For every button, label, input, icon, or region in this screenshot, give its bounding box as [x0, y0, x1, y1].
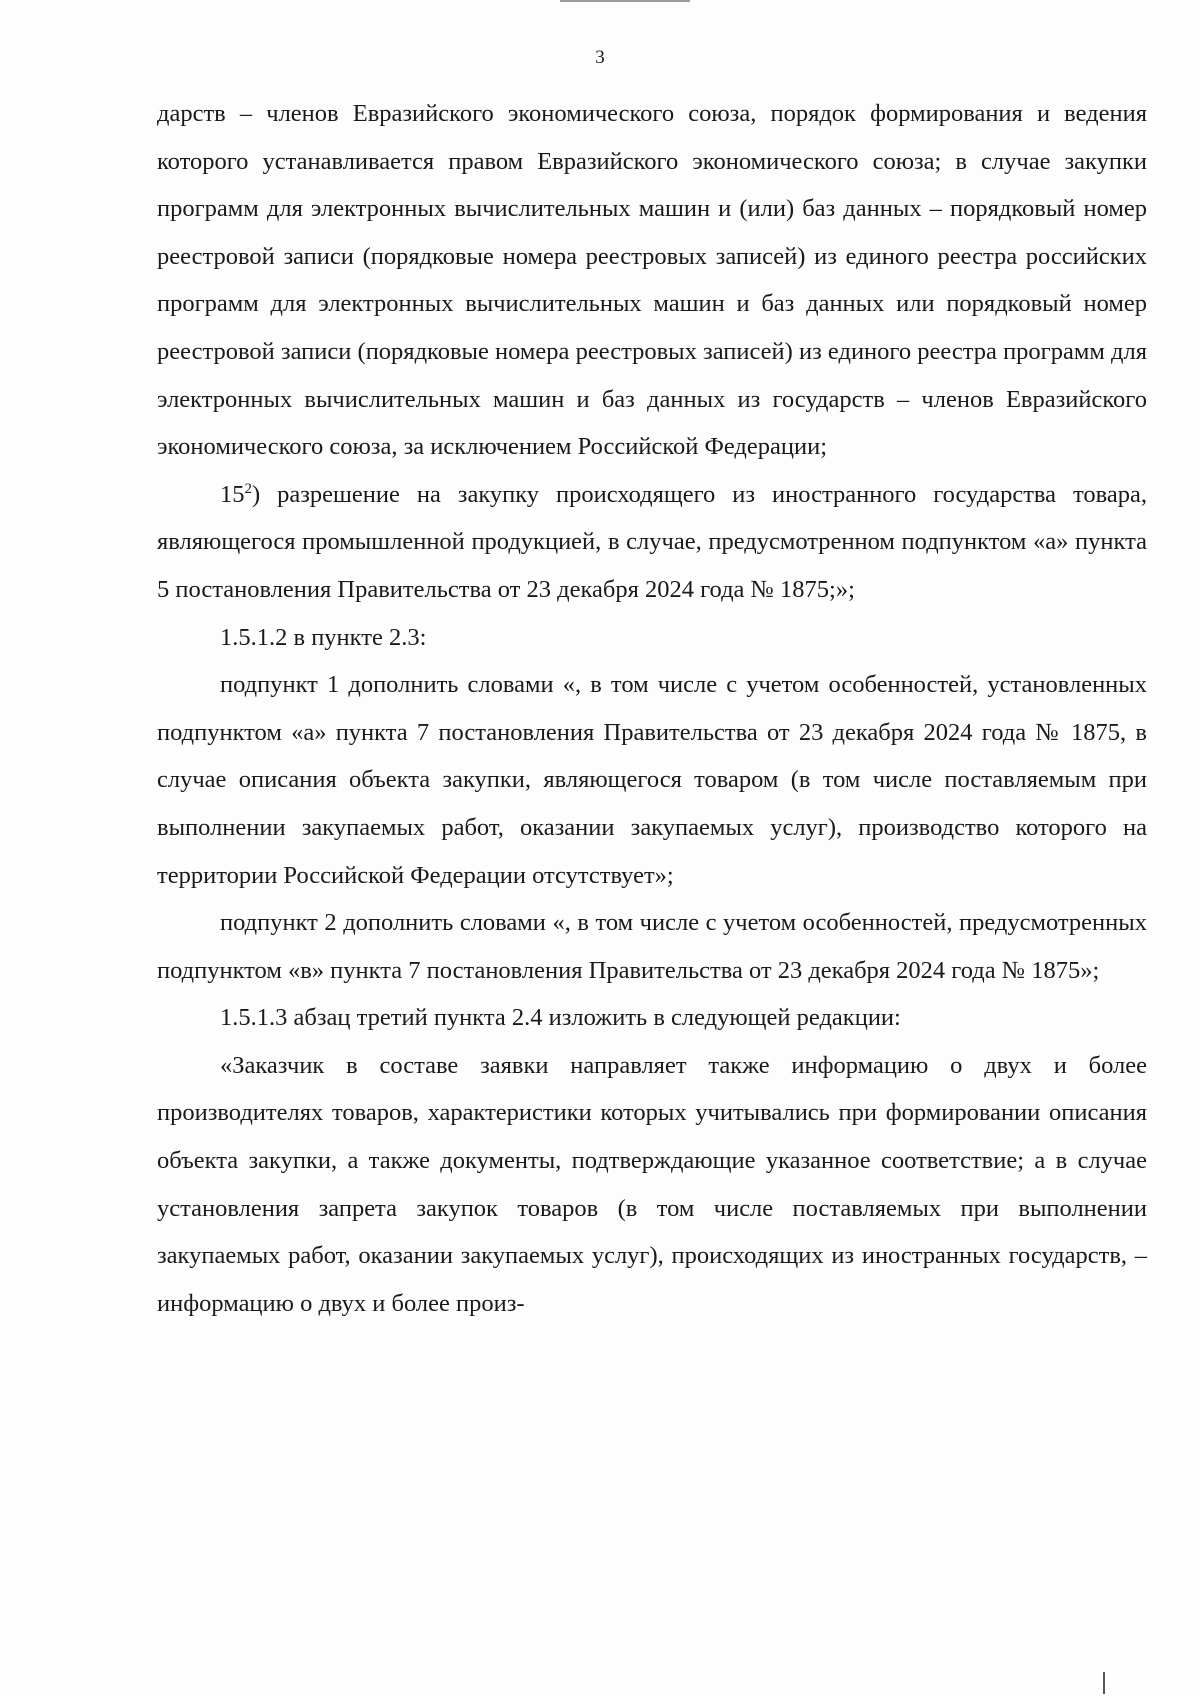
item-superscript: 2 — [244, 480, 252, 497]
paragraph-quoted-text: «Заказчик в составе заявки направляет также информацию о двух и более производителях товаров, характеристики которых учитывались при формировании описания объекта закупки, а также документы, подтверждающие указанное соответствие; а в случае установления запрета закупок товаров (в том числе поставляемых при выполнении закупаемых работ, оказании закупаемых услуг), происходящих из иностранных государств, – информацию о двух и более произ- — [157, 1051, 1147, 1317]
scan-artifact-top — [560, 0, 690, 2]
scan-artifact-bottom-right — [1103, 1672, 1105, 1694]
item-text: ) разрешение на закупку происходящего из иностранного государства товара, являющегося промышленной продукцией, в случае, предусмотренном подпунктом «а» пункта 5 постановления Правительства от 23 декабря 2024 года № 1875;»; — [157, 480, 1147, 603]
paragraph-subitem-2: подпункт 2 дополнить словами «, в том числе с учетом особенностей, предусмотренных подпунктом «в» пункта 7 постановления Правительства от 23 декабря 2024 года № 1875»; — [157, 909, 1147, 984]
item-number: 15 — [220, 480, 245, 508]
paragraph-1-5-1-2: 1.5.1.2 в пункте 2.3: — [220, 623, 427, 651]
paragraph-item-15-2 — [157, 471, 1147, 614]
paragraph-subitem-1: подпункт 1 дополнить словами «, в том числе с учетом особенностей, установленных подпунктом «а» пункта 7 постановления Правительства от 23 декабря 2024 года № 1875, в случае описания объекта закупки, являющегося товаром (в том числе поставляемым при выполнении закупаемых работ, оказании закупаемых услуг), производство которого на территории Российской Федерации отсутствует»; — [157, 671, 1147, 889]
paragraph-1-5-1-3: 1.5.1.3 абзац третий пункта 2.4 изложить в следующей редакции: — [220, 1004, 901, 1032]
document-body — [157, 90, 1147, 1327]
paragraph-continuation: дарств – членов Евразийского экономического союза, порядок формирования и ведения которого устанавливается правом Евразийского экономического союза; в случае закупки программ для электронных вычислительных машин и (или) баз данных – порядковый номер реестровой записи (порядковые номера реестровых записей) из единого реестра российских программ для электронных вычислительных машин и баз данных или порядковый номер реестровой записи (порядковые номера реестровых записей) из единого реестра программ для электронных вычислительных машин и баз данных из государств – членов Евразийского экономического союза, за исключением Российской Федерации; — [157, 100, 1147, 461]
page-number: 3 — [595, 47, 605, 68]
